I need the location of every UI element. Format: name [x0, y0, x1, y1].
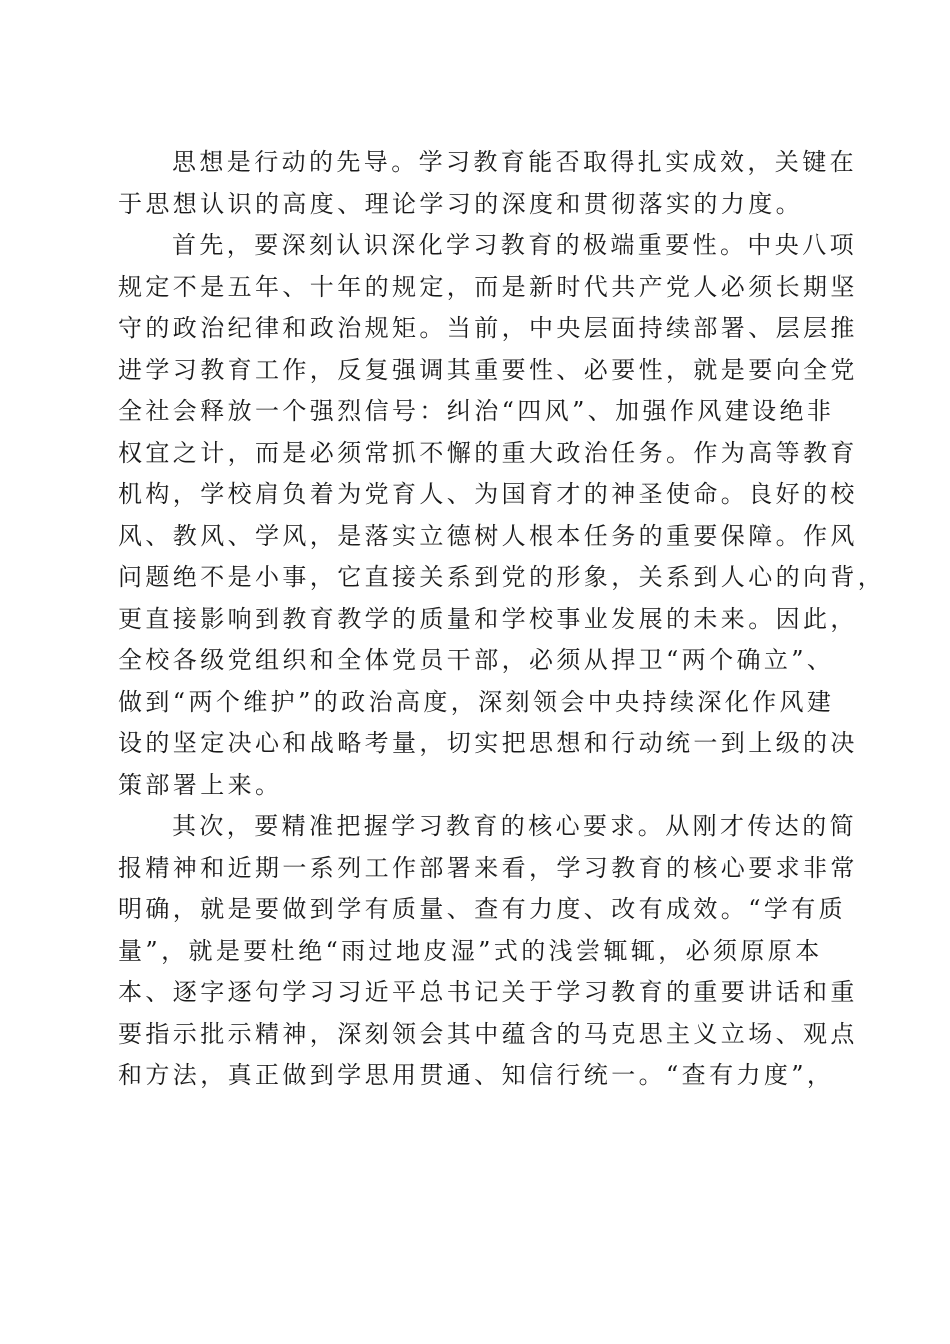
text-line: 明确，就是要做到学有质量、查有力度、改有成效。“学有质	[118, 895, 847, 923]
text-line: 本、逐字逐句学习习近平总书记关于学习教育的重要讲话和重	[118, 978, 858, 1006]
paragraph-first	[118, 225, 886, 806]
paragraph-intro	[118, 142, 857, 225]
text-line: 其次，要精准把握学习教育的核心要求。从刚才传达的简	[172, 812, 857, 840]
text-line: 更直接影响到教育教学的质量和学校事业发展的未来。因此，	[118, 604, 858, 633]
text-line: 做到“两个维护”的政治高度，深刻领会中央持续深化作风建	[118, 687, 835, 716]
text-line: 和方法，真正做到学思用贯通、知信行统一。“查有力度”，	[118, 1061, 835, 1089]
document-body	[118, 142, 886, 1097]
text-line: 规定不是五年、十年的规定，而是新时代共产党人必须长期坚	[118, 272, 858, 301]
text-line: 全社会释放一个强烈信号：纠治“四风”、加强作风建设绝非	[118, 397, 835, 425]
text-line: 问题绝不是小事，它直接关系到党的形象，关系到人心的向背，	[118, 563, 886, 591]
text-line: 机构，学校肩负着为党育人、为国育才的神圣使命。良好的校	[118, 480, 858, 508]
text-line: 守的政治纪律和政治规矩。当前，中央层面持续部署、层层推	[118, 314, 858, 342]
text-line: 风、教风、学风，是落实立德树人根本任务的重要保障。作风	[118, 521, 858, 550]
text-line: 权宜之计，而是必须常抓不懈的重大政治任务。作为高等教育	[118, 438, 858, 467]
text-line: 全校各级党组织和全体党员干部，必须从捍卫“两个确立”、	[118, 646, 835, 674]
text-line: 思想是行动的先导。学习教育能否取得扎实成效，关键在	[172, 148, 857, 176]
text-line: 报精神和近期一系列工作部署来看，学习教育的核心要求非常	[118, 853, 858, 882]
text-line: 首先，要深刻认识深化学习教育的极端重要性。中央八项	[172, 231, 857, 259]
text-line: 要指示批示精神，深刻领会其中蕴含的马克思主义立场、观点	[118, 1019, 858, 1048]
text-line: 设的坚定决心和战略考量，切实把思想和行动统一到上级的决	[118, 729, 858, 757]
text-line: 策部署上来。	[118, 770, 283, 799]
text-line: 量”，就是要杜绝“雨过地皮湿”式的浅尝辄辄，必须原原本	[118, 936, 823, 965]
text-line: 于思想认识的高度、理论学习的深度和贯彻落实的力度。	[118, 189, 803, 218]
text-line: 进学习教育工作，反复强调其重要性、必要性，就是要向全党	[118, 355, 858, 384]
paragraph-second	[118, 806, 858, 1097]
